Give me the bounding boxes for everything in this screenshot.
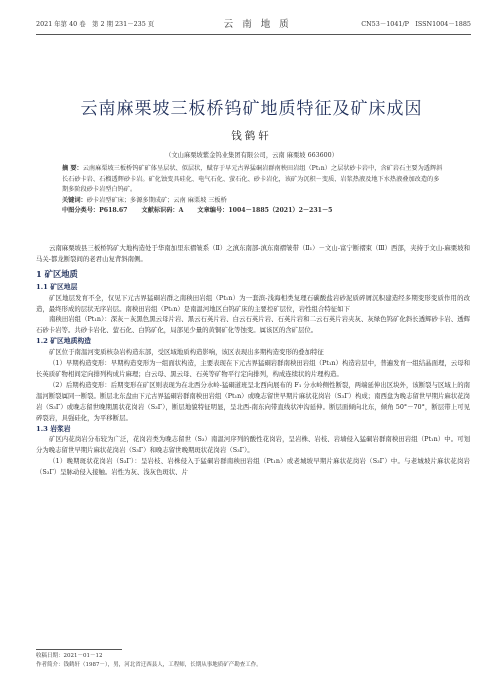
article-metadata xyxy=(62,164,443,217)
clc-number: 中图分类号：P618.67 xyxy=(62,207,128,215)
paragraph-1-3-a: 矿区内花岗岩分布较为广泛，花岗岩类为晚志留世（S₃）南温河序列的酸性花岗岩，呈岩株、岩枝、岩墙侵入猛硐岩群南秧田岩组（Pt₁n）中。可划分为晚志留世早期片麻状花岗岩（S₃Γ）和晚志留世晚期斑状花岗岩（S₃Γ）。 xyxy=(36,435,470,455)
paragraph-1-2-a: 矿区位于南温河变质核杂岩构造东部，受区域地质构造影响，该区表现出多期构造变形的叠加特征 xyxy=(49,348,324,357)
document-code: 文献标识码：A xyxy=(141,207,184,215)
footnotes xyxy=(36,652,470,671)
section-heading-1-1: 1.1 矿区地层 xyxy=(36,282,78,291)
keywords-text: 砂卡岩型矿床；多源多期成矿；云南 麻栗坡 三板桥 xyxy=(86,196,227,204)
keywords xyxy=(62,196,443,207)
classification-row xyxy=(62,206,443,217)
article-title: 云南麻栗坡三板桥钨矿地质特征及矿床成因 xyxy=(80,99,423,119)
header-rule xyxy=(36,34,471,35)
received-date: 收稿日期：2021－01－12 xyxy=(36,653,103,659)
section-heading-1-3: 1.3 岩浆岩 xyxy=(36,424,71,433)
paragraph-1-3-b: （1）晚期斑状花岗岩（S₃Γ）：呈岩枝、岩株侵入于猛硐岩群南秧田岩组（Pt₁n）或老城坡早期片麻状花岗岩（S₃Γ）中。与老城坡片麻状花岗岩（S₃Γ）呈脉动侵入接触。岩性为灰、浅灰色斑状、片 xyxy=(36,457,470,477)
abstract xyxy=(62,164,443,196)
article-body xyxy=(36,243,470,478)
article-author: 钱鹤轩 xyxy=(231,130,272,142)
keywords-label: 关键词： xyxy=(62,196,87,204)
abstract-text: 云南麻栗坡三板桥钨矿矿体呈层状、似层状，赋存于早元古界猛硐岩群南秧田岩组（Pt₁n）之层状砂卡岩中，含矿岩石主要为透辉斜长石砂卡岩、石榴透辉砂卡岩。矿化蚀变具硅化、电气石化、萤石化、砂卡岩化，该矿为沉积－变质、岩浆热液及地下水热液叠加改造的多期多阶段砂卡岩型白钨矿。 xyxy=(62,165,443,194)
footnote-rule xyxy=(36,649,122,650)
paragraph-1-2-c: （2）后期构造变形：后期变形在矿区则表现为在北西分水岭-猛硐道班呈北西向展布的 F₁ 分水岭侧性断裂，两端延伸出区块外，该断裂与区域上的南温河断裂属同一断裂。断层北东盘由下元古界猛硐岩群南秧田岩组（Pt₁n）或晚志留世早期片麻状花岗岩（S₃Γ）构成；南西盘为晚志留世早期片麻状花岗岩（S₃Γ）或晚志留世晚期黑状花岗岩（S₃Γ），断层地貌特征明显，呈北西-南东向带直线状冲沟延伸。断层面倾向北东，倾角 50°－70°，断层带上可见碎裂岩，具强硅化，为平移断层。 xyxy=(36,380,470,422)
header-issn: CN53－1041/P ISSN1004－1885 xyxy=(361,19,471,28)
paragraph-1-1-a: 矿区地层发育不全，仅见下元古界猛硐岩群之南秧田岩组（Pt₁n）为一套滨-浅海相类复理石碳酸盐岩砂泥质碎屑沉积建造经多期变形变质作用的改造，最终形成的层状无序岩层。南秧田岩组（Pt₁n）是南温河地区白钨矿床的主要控矿层位，岩性组合特征如下 xyxy=(36,293,470,313)
header-journal-name: 云 南 地 质 xyxy=(223,19,292,30)
section-heading-1-2: 1.2 矿区地质构造 xyxy=(36,337,91,346)
header-issue-info: 2021 年第 40 卷 第 2 期 231－235 页 xyxy=(36,19,155,28)
paragraph-1-2-b: （1）早期构造变形：早期构造变形为一组面状构造，主要表现在下元古界猛硐岩群南秧田岩组（Pt₁n）构造岩层中，普遍发育一组结晶面理，云母和长英质矿物相间定向排列构成片麻理；白云母、黑云母、石英等矿物平行定向排列，构成连续状的片理构造。 xyxy=(36,359,470,378)
author-affiliation: （文山麻栗坡紫金钨业集团有限公司，云南 麻栗坡 663600） xyxy=(165,152,338,159)
paragraph-1-1-b: 南秧田岩组（Pt₁n）：深灰－灰黑色黑云母片岩、黑云石英片岩、白云石英片岩、石英片岩和二云石英片岩夹灰、灰绿色钨矿化斜长透辉砂卡岩、透辉石砂卡岩等。共砂卡岩化、萤石化、白钨矿化，局部见少量的黄铜矿化等蚀变。属该区的含矿层位。 xyxy=(36,315,470,335)
abstract-label: 摘 要： xyxy=(62,165,83,172)
article-number: 文章编号：1004－1885（2021）2－231－5 xyxy=(197,207,333,215)
author-bio: 作者简介：钱鹤轩（1987－），男，河北省迁西县人，工程师，长期从事地质矿产勘查工作。 xyxy=(36,662,262,669)
intro-paragraph: 云南麻栗坡县三板桥钨矿大地构造处于华南加里东褶皱系（Ⅱ）之滇东南部-滇东南褶皱带（Ⅱ₁）－文山-富宁断褶束（Ⅲ）西部，夹持于文山-麻栗坡和马关-都龙断裂间的老君山复背斜南侧。 xyxy=(36,244,470,263)
running-header xyxy=(36,13,471,33)
section-heading-1: 1 矿区地质 xyxy=(36,268,78,279)
